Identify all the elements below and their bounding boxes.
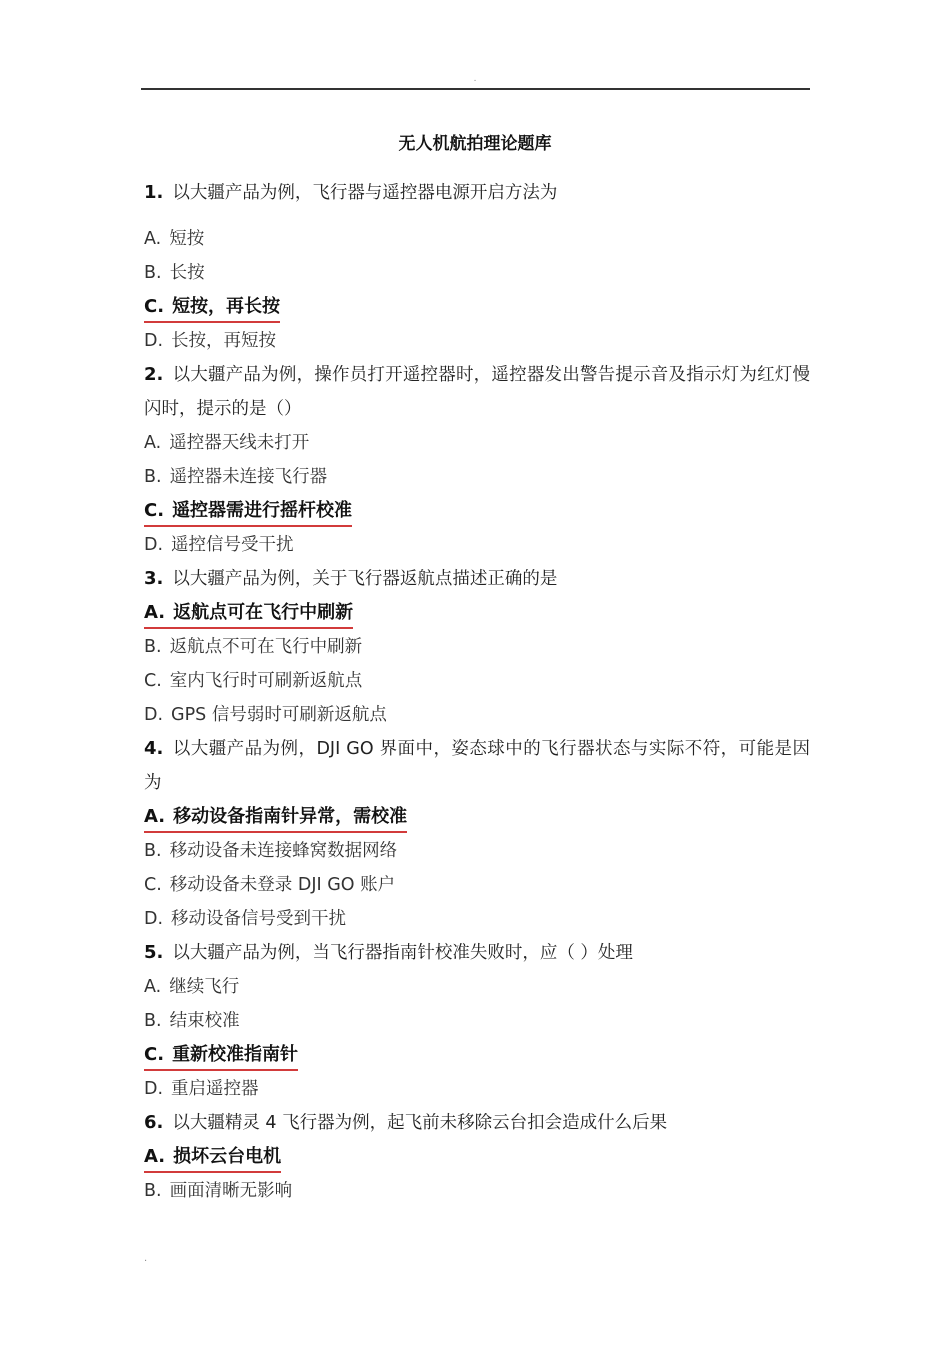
option-letter: A. [144,602,166,623]
header-rule [141,88,810,90]
option-text: 短按，再长按 [172,296,281,317]
option-text: 移动设备信号受到干扰 [171,909,347,929]
option-text: 结束校准 [169,1011,240,1031]
answer-option [144,1140,810,1174]
option-text: 移动设备未登录 DJI GO 账户 [169,875,396,895]
question-text: 以大疆产品为例，飞行器与遥控器电源开启方法为 [172,183,558,203]
option [144,902,810,936]
option-letter: D. [144,705,164,725]
option [144,324,810,358]
question-text: 以大疆产品为例，当飞行器指南针校准失败时，应（ ）处理 [172,943,633,963]
option [144,698,810,732]
option [144,630,810,664]
option-text: 遥控器天线未打开 [169,433,310,453]
option-content [144,841,397,861]
option-letter: B. [144,467,162,487]
option-text: 返航点可在飞行中刷新 [173,602,354,623]
option-letter: D. [144,1079,164,1099]
option-letter: B. [144,637,162,657]
question-number: 2. [144,364,164,385]
option-content [144,909,346,929]
option [144,834,810,868]
question-number: 4. [144,738,164,759]
question-text: 以大疆精灵 4 飞行器为例，起飞前未移除云台扣会造成什么后果 [172,1113,668,1133]
option-content [144,294,280,323]
option-letter: B. [144,841,162,861]
option-content [144,637,362,657]
option-content [144,229,204,249]
answer-option [144,596,810,630]
option-content [144,1079,259,1099]
question-3 [144,562,810,596]
document-title: 无人机航拍理论题库 [398,134,552,154]
option-letter: D. [144,535,164,555]
option [144,1072,810,1106]
option-text: GPS 信号弱时可刷新返航点 [171,705,387,725]
question-5 [144,936,810,970]
option-text: 重启遥控器 [171,1079,259,1099]
option-letter: C. [144,296,165,317]
option-text: 重新校准指南针 [172,1044,299,1065]
answer-option [144,1038,810,1072]
option-content [144,433,309,453]
option-text: 损坏云台电机 [173,1146,282,1167]
option-text: 长按，再短按 [171,331,277,351]
option-content [144,600,353,629]
answer-option [144,290,810,324]
option-text: 移动设备指南针异常，需校准 [173,806,408,827]
question-number: 1. [144,182,164,203]
footer-mark: . [144,1253,148,1264]
option-content [144,705,387,725]
option-content [144,1144,281,1173]
option-text: 遥控器需进行摇杆校准 [172,500,353,521]
option-letter: C. [144,1044,165,1065]
option-letter: C. [144,875,162,895]
option [144,1174,810,1208]
option-letter: A. [144,806,166,827]
option [144,970,810,1004]
option-text: 室内飞行时可刷新返航点 [169,671,363,691]
question-number: 6. [144,1112,164,1133]
option-letter: A. [144,1146,166,1167]
option [144,664,810,698]
option-text: 移动设备未连接蜂窝数据网络 [169,841,398,861]
option-content [144,1181,292,1201]
answer-option [144,494,810,528]
option [144,868,810,902]
option-content [144,535,294,555]
option-text: 继续飞行 [169,977,240,997]
option-letter: B. [144,1011,162,1031]
option-text: 返航点不可在飞行中刷新 [169,637,363,657]
option-text: 短按 [169,229,205,249]
option-letter: D. [144,331,164,351]
option-content [144,1011,240,1031]
header-mark: . [473,74,477,84]
option-content [144,671,362,691]
option-letter: C. [144,500,165,521]
option-letter: D. [144,909,164,929]
question-number: 3. [144,568,164,589]
answer-option [144,800,810,834]
option-content [144,1042,298,1071]
option [144,426,810,460]
option-content [144,331,276,351]
question-text: 以大疆产品为例，DJI GO 界面中，姿态球中的飞行器状态与实际不符，可能是因为 [144,739,810,793]
option [144,256,810,290]
option-letter: A. [144,977,162,997]
question-text: 以大疆产品为例，操作员打开遥控器时，遥控器发出警告提示音及指示灯为红灯慢闪时，提示的是（） [144,365,810,419]
option [144,460,810,494]
option-letter: B. [144,263,162,283]
option-content [144,977,239,997]
option-text: 遥控器未连接飞行器 [169,467,328,487]
option-letter: B. [144,1181,162,1201]
option-text: 遥控信号受干扰 [171,535,294,555]
question-list [144,176,810,1208]
option-letter: A. [144,229,162,249]
option-content [144,804,407,833]
question-number: 5. [144,942,164,963]
option-content [144,498,352,527]
option-content [144,263,205,283]
option [144,222,810,256]
option-letter: A. [144,433,162,453]
question-6 [144,1106,810,1140]
option [144,528,810,562]
question-2 [144,358,810,426]
option-text: 长按 [169,263,205,283]
option-letter: C. [144,671,162,691]
question-4 [144,732,810,800]
option-content [144,875,395,895]
option [144,1004,810,1038]
question-text: 以大疆产品为例，关于飞行器返航点描述正确的是 [172,569,558,589]
option-content [144,467,327,487]
question-1 [144,176,810,210]
option-text: 画面清晰无影响 [169,1181,293,1201]
